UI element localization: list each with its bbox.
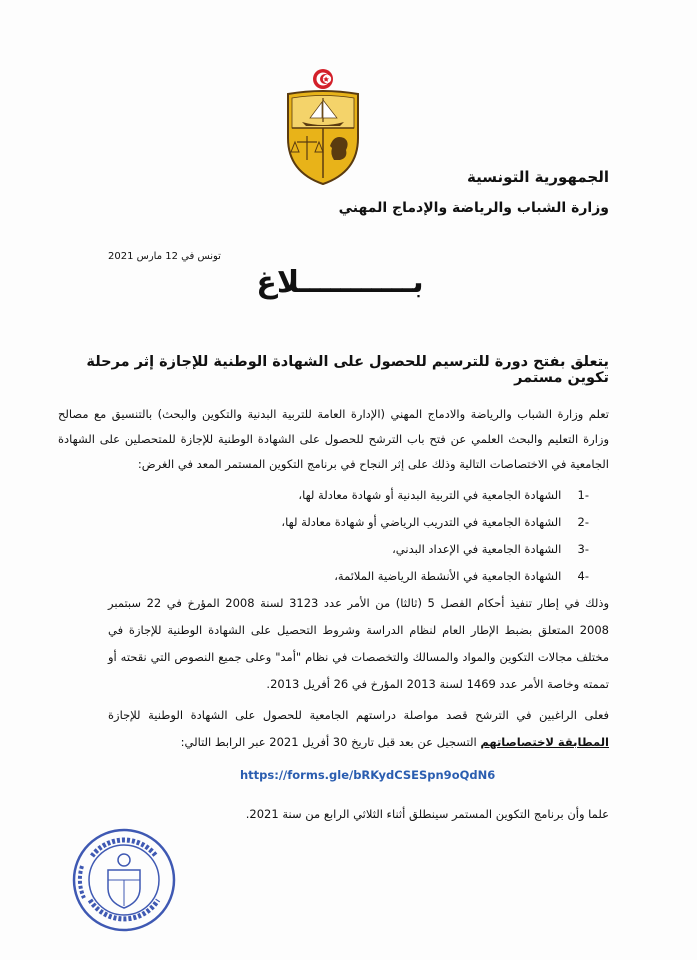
republic-heading: الجمهورية التونسية bbox=[467, 168, 609, 186]
list-item bbox=[281, 515, 589, 542]
closing-note: علما وأن برنامج التكوين المستمر سينطلق أثناء الثلاثي الرابع من سنة 2021. bbox=[245, 807, 609, 821]
coat-of-arms-emblem bbox=[282, 68, 364, 186]
registration-text-end: التسجيل عن بعد قبل تاريخ 30 أفريل 2021 عبر الرابط التالي: bbox=[180, 735, 481, 749]
dateline: تونس في 12 مارس 2021 bbox=[108, 251, 221, 262]
list-item-number: -3 bbox=[577, 542, 589, 556]
list-item-number: -4 bbox=[577, 569, 589, 583]
list-item-text: الشهادة الجامعية في التدريب الرياضي أو شهادة معادلة لها، bbox=[281, 515, 562, 529]
specialties-list bbox=[281, 488, 589, 596]
document-title bbox=[230, 265, 450, 300]
subject-line: يتعلق بفتح دورة للترسيم للحصول على الشهادة الوطنية للإجازة إثر مرحلة تكوين مستمر bbox=[86, 354, 609, 386]
ministry-heading: وزارة الشباب والرياضة والإدماج المهني bbox=[338, 200, 609, 216]
document-title-text: بـــــــــــلاغ bbox=[256, 265, 424, 300]
list-item-text: الشهادة الجامعية في الأنشطة الرياضية الملائمة، bbox=[334, 569, 562, 583]
registration-link[interactable]: https://forms.gle/bRKydCSESpn9oQdN6 bbox=[240, 768, 496, 782]
registration-paragraph bbox=[108, 702, 609, 756]
list-item-text: الشهادة الجامعية في التربية البدنية أو شهادة معادلة لها، bbox=[298, 488, 562, 502]
list-item bbox=[281, 542, 589, 569]
registration-emphasis: المطابقة لاختصاصاتهم bbox=[480, 735, 609, 749]
list-item-text: الشهادة الجامعية في الإعداد البدني، bbox=[392, 542, 562, 556]
official-stamp bbox=[70, 826, 178, 934]
legal-basis-paragraph: وذلك في إطار تنفيذ أحكام الفصل 5 (ثالثا) من الأمر عدد 3123 لسنة 2008 المؤرخ في 22 سبتمبر 2008 المتعلق بضبط الإطار العام لنظام الدراسة وشروط التحصيل على الشهادة الوطنية للإجازة في مختلف مجالات التكوين والمواد والمسالك والتخصصات في نظام "أمد" وعلى جميع النصوص التي نقحته أو تممته وخاصة الأمر عدد 1469 لسنة 2013 المؤرخ في 26 أفريل 2013. bbox=[108, 596, 609, 691]
list-item-number: -1 bbox=[577, 488, 589, 502]
list-item-number: -2 bbox=[577, 515, 589, 529]
intro-paragraph: تعلم وزارة الشباب والرياضة والادماج المهني (الإدارة العامة للتربية البدنية والتكوين والبحث) بالتنسيق مع مصالح وزارة التعليم والبحث العلمي عن فتح باب الترشح للحصول على الشهادة الوطنية للإجازة للمتحصلين على الشهادة الجامعية في الاختصاصات التالية وذلك على إثر النجاح في برنامج التكوين المستمر المعد في الغرض: bbox=[58, 407, 609, 471]
list-item bbox=[281, 488, 589, 515]
registration-text-start: فعلى الراغبين في الترشح قصد مواصلة دراستهم الجامعية للحصول على الشهادة الوطنية للإجازة bbox=[108, 708, 609, 722]
